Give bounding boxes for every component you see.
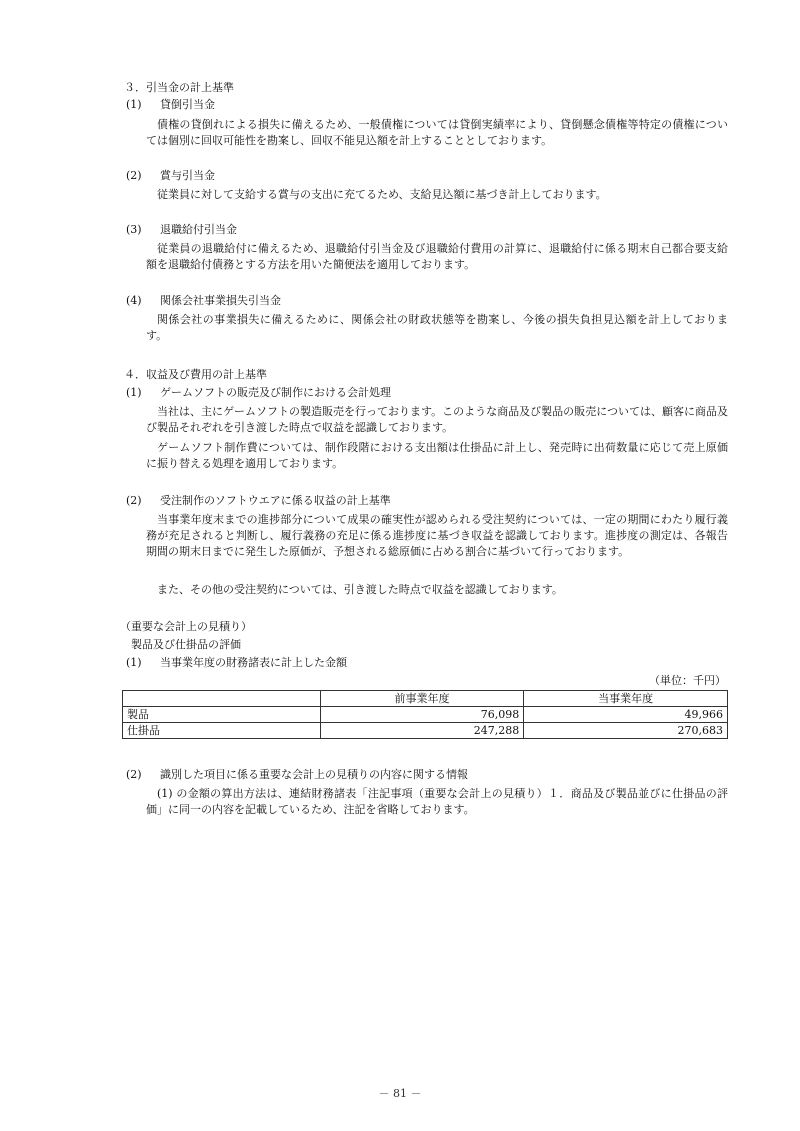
s4-item-1-paragraph-1: 当社は、主にゲームソフトの製造販売を行っております。このような商品及び製品の販売については、顧客に商品及び製品それぞれを引き渡した時点で収益を認識しております。 [146, 405, 728, 434]
s3-item-1-title: 貸倒引当金 [160, 98, 215, 111]
table-header-cell: 当事業年度 [524, 691, 728, 707]
table-row [123, 707, 728, 723]
s3-item-4-heading [126, 293, 281, 309]
s3-item-3-number: (3) [126, 223, 142, 236]
s3-item-2-body: 従業員に対して支給する賞与の支出に充てるため、支給見込額に基づき計上しております。 [157, 188, 607, 201]
s3-item-2-heading [126, 168, 215, 184]
s3-item-3-heading [126, 222, 237, 238]
s3-item-1-heading [126, 97, 215, 113]
s4-item-1-number: (1) [126, 386, 142, 399]
s4-item-2-paragraph-2: また、その他の受注契約については、引き渡した時点で収益を認識しております。 [157, 583, 563, 596]
estimates-item-2-heading [126, 767, 468, 783]
s3-item-3-body: 従業員の退職給付に備えるため、退職給付引当金及び退職給付費用の計算に、退職給付に係る期末自己都合要支給額を退職給付債務とする方法を用いた簡便法を適用しております。 [146, 242, 728, 271]
financial-table [122, 690, 728, 739]
s3-item-4-body: 関係会社の事業損失に備えるために、関係会社の財政状態等を勘案し、今後の損失負担見込額を計上しております。 [146, 313, 728, 342]
s3-item-4-title: 関係会社事業損失引当金 [160, 294, 281, 307]
table-header-cell [123, 691, 321, 707]
row-label: 製品 [123, 707, 321, 723]
s4-item-2-number: (2) [126, 494, 142, 507]
table-header-row [123, 691, 728, 707]
estimates-item-2-number: (2) [126, 768, 142, 781]
table-row [123, 723, 728, 739]
estimates-item-1-number: (1) [126, 656, 142, 669]
s3-item-1-number: (1) [126, 98, 142, 111]
s3-item-1-body: 債権の貸倒れによる損失に備えるため、一般債権については貸倒実績率により、貸倒懸念債権等特定の債権については個別に回収可能性を勘案し、回収不能見込額を計上することとしております。 [146, 118, 728, 147]
s4-item-1-paragraph-2: ゲームソフト制作費については、制作段階における支出額は仕掛品に計上し、発売時に出荷数量に応じて売上原価に振り替える処理を適用しております。 [146, 441, 728, 470]
s4-item-1-title: ゲームソフトの販売及び制作における会計処理 [160, 386, 391, 399]
s4-item-2-paragraph-1: 当事業年度末までの進捗部分について成果の確実性が認められる受注契約については、一定の期間にわたり履行義務が充足されると判断し、履行義務の充足に係る進捗度に基づき収益を認識しております。進捗度の測定は、各報告期間の期末日までに発生した原価が、予想される総原価に占める割合に基づいて行っております。 [146, 513, 728, 558]
table-cell: 76,098 [320, 707, 524, 723]
table-cell: 247,288 [320, 723, 524, 739]
row-label: 仕掛品 [123, 723, 321, 739]
estimates-item-1-heading [126, 655, 347, 671]
estimates-heading: （重要な会計上の見積り） [120, 620, 252, 633]
estimates-subheading: 製品及び仕掛品の評価 [131, 638, 241, 651]
table-cell: 270,683 [524, 723, 728, 739]
estimates-item-1-title: 当事業年度の財務諸表に計上した金額 [160, 656, 347, 669]
table-header-cell: 前事業年度 [320, 691, 524, 707]
page-number: － 81 － [378, 1087, 422, 1100]
section-4-heading: ４．収益及び費用の計上基準 [124, 368, 267, 381]
s4-item-2-heading [126, 493, 391, 509]
s3-item-2-number: (2) [126, 169, 142, 182]
s3-item-4-number: (4) [126, 294, 142, 307]
table-cell: 49,966 [524, 707, 728, 723]
s4-item-1-heading [126, 385, 391, 401]
unit-label: （単位：千円） [649, 674, 726, 687]
s4-item-2-title: 受注制作のソフトウエアに係る収益の計上基準 [160, 494, 391, 507]
estimates-item-2-title: 識別した項目に係る重要な会計上の見積りの内容に関する情報 [160, 768, 468, 781]
estimates-item-2-body: (1) の金額の算出方法は、連結財務諸表「注記事項（重要な会計上の見積り）１．商品及び製品並びに仕掛品の評価」に同一の内容を記載しているため、注記を省略しております。 [146, 787, 728, 816]
s3-item-2-title: 賞与引当金 [160, 169, 215, 182]
section-3-heading: ３．引当金の計上基準 [124, 81, 234, 94]
s3-item-3-title: 退職給付引当金 [160, 223, 237, 236]
